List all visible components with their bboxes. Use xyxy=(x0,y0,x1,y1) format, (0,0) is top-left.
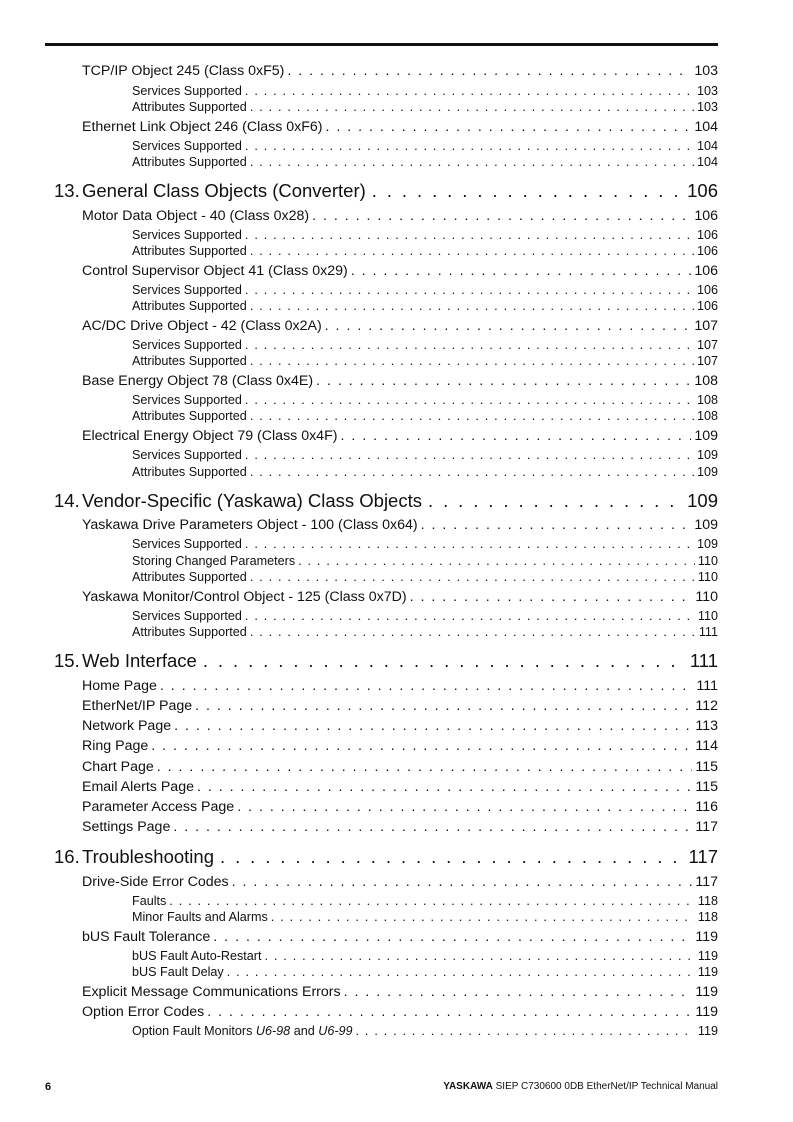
toc-subentry-page: 103 xyxy=(696,84,718,98)
toc-entry-title: Yaskawa Monitor/Control Object - 125 (Class 0x7D) xyxy=(82,589,407,605)
toc-subentry-title: Faults xyxy=(132,894,167,908)
toc-subentry-title: Services Supported xyxy=(132,228,242,242)
toc-entry-chart-page[interactable] xyxy=(82,758,718,776)
toc-subentry-attributes[interactable] xyxy=(132,353,718,369)
toc-entry-page: 107 xyxy=(694,318,718,334)
toc-subentry-page: 109 xyxy=(696,448,718,462)
toc-subentry-title: Services Supported xyxy=(132,283,242,297)
toc-subentry-page: 103 xyxy=(696,100,718,114)
toc-subentry-attributes[interactable] xyxy=(132,624,718,640)
toc-entry-electrical-energy-object[interactable] xyxy=(82,427,718,445)
dot-leader xyxy=(316,372,691,390)
toc-subentry-services[interactable] xyxy=(132,447,718,463)
toc-entry-acdc-drive-object[interactable] xyxy=(82,317,718,335)
toc-entry-title: Control Supervisor Object 41 (Class 0x29) xyxy=(82,263,348,279)
dot-leader xyxy=(160,677,694,695)
toc-subentry-title: Services Supported xyxy=(132,448,242,462)
toc-subentry-page: 109 xyxy=(696,465,718,479)
toc-entry-title: Explicit Message Communications Errors xyxy=(82,984,341,1000)
section-number: 14. xyxy=(54,490,80,511)
dot-leader xyxy=(250,99,694,115)
toc-section-heading xyxy=(54,179,366,203)
dot-leader xyxy=(245,392,694,408)
toc-entry-page: 119 xyxy=(695,1004,718,1020)
toc-subentry-page: 104 xyxy=(696,139,718,153)
dot-leader xyxy=(195,697,692,715)
dot-leader xyxy=(250,243,694,259)
toc-entry-title: Email Alerts Page xyxy=(82,779,194,795)
toc-subentry-title: Attributes Supported xyxy=(132,244,247,258)
toc-subentry-page: 110 xyxy=(697,609,718,623)
section-page: 106 xyxy=(687,180,718,201)
toc-subentry-title: bUS Fault Delay xyxy=(132,965,224,979)
toc-subentry-title: Services Supported xyxy=(132,609,242,623)
toc-subentry-title: Attributes Supported xyxy=(132,570,247,584)
dot-leader xyxy=(326,118,692,136)
dot-leader xyxy=(220,845,683,869)
toc-entry-title: Electrical Energy Object 79 (Class 0x4F) xyxy=(82,428,338,444)
toc-entry-page: 119 xyxy=(695,929,718,945)
toc-entry-title: Network Page xyxy=(82,718,172,734)
toc-subentry-bus-fault-auto-restart[interactable] xyxy=(132,948,718,964)
toc-entry-ethernetip-page[interactable] xyxy=(82,697,718,715)
toc-subentry-page: 111 xyxy=(698,625,718,639)
toc-subentry-title: Attributes Supported xyxy=(132,409,247,423)
toc-subentry-title: Attributes Supported xyxy=(132,625,247,639)
dot-leader xyxy=(271,909,695,925)
toc-subentry-title: Minor Faults and Alarms xyxy=(132,910,268,924)
monitor-code: U6-98 xyxy=(255,1024,291,1038)
toc-section-14[interactable] xyxy=(54,489,718,513)
toc-subentry-title: Attributes Supported xyxy=(132,100,247,114)
toc-entry-page: 119 xyxy=(695,984,718,1000)
dot-leader xyxy=(410,588,693,606)
toc-entry-base-energy-object[interactable] xyxy=(82,372,718,390)
dot-leader xyxy=(245,227,694,243)
toc-subentry-services[interactable] xyxy=(132,282,718,298)
toc-subentry-page: 108 xyxy=(696,409,718,423)
toc-subentry-page: 104 xyxy=(696,155,718,169)
toc-subentry-page: 109 xyxy=(696,537,718,551)
toc-entry-home-page[interactable] xyxy=(82,677,718,695)
dot-leader xyxy=(237,798,692,816)
dot-leader xyxy=(169,893,695,909)
toc-entry-page: 103 xyxy=(694,63,718,79)
toc-subentry-page: 119 xyxy=(697,949,718,963)
dot-leader xyxy=(351,262,692,280)
dot-leader xyxy=(250,154,694,170)
toc-subentry-title: Services Supported xyxy=(132,338,242,352)
toc-entry-page: 117 xyxy=(695,874,718,890)
toc-entry-page: 115 xyxy=(695,759,718,775)
section-number: 16. xyxy=(54,846,80,867)
dot-leader xyxy=(245,138,694,154)
section-title: General Class Objects (Converter) xyxy=(82,180,366,201)
toc-entry-title: Base Energy Object 78 (Class 0x4E) xyxy=(82,373,314,389)
toc-subentry-page: 107 xyxy=(696,354,718,368)
toc-subentry-services[interactable] xyxy=(132,83,718,99)
toc-entry-page: 114 xyxy=(695,738,718,754)
toc-entry-option-error-codes[interactable] xyxy=(82,1003,718,1021)
toc-entry-settings-page[interactable] xyxy=(82,818,718,836)
toc-section-15[interactable] xyxy=(54,649,718,673)
toc-subentry-title: Attributes Supported xyxy=(132,465,247,479)
toc-subentry-page: 106 xyxy=(696,228,718,242)
toc-subentry-title: Attributes Supported xyxy=(132,354,247,368)
dot-leader xyxy=(207,1003,692,1021)
toc-subentry-title: Storing Changed Parameters xyxy=(132,554,296,568)
toc-entry-title: Chart Page xyxy=(82,759,154,775)
toc-subentry-attributes[interactable] xyxy=(132,99,718,115)
dot-leader xyxy=(372,179,681,203)
toc-subentry-storing-changed-parameters[interactable] xyxy=(132,553,718,569)
toc-subentry-title xyxy=(132,1023,353,1039)
toc-subentry-services[interactable] xyxy=(132,392,718,408)
header-rule xyxy=(45,43,718,46)
dot-leader xyxy=(344,983,693,1001)
toc-entry-monitor-control-object[interactable] xyxy=(82,588,718,606)
section-title: Web Interface xyxy=(82,650,197,671)
footer-page-number: 6 xyxy=(45,1081,52,1093)
toc-entry-bus-fault-tolerance[interactable] xyxy=(82,928,718,946)
toc-entry-page: 108 xyxy=(694,373,718,389)
section-page: 117 xyxy=(688,846,718,867)
toc-subentry-page: 107 xyxy=(696,338,718,352)
toc-subentry-title: Services Supported xyxy=(132,139,242,153)
toc-entry-title: bUS Fault Tolerance xyxy=(82,929,211,945)
toc-subentry-page: 118 xyxy=(697,910,718,924)
toc-subentry-page: 110 xyxy=(697,554,718,568)
toc-entry-title: Motor Data Object - 40 (Class 0x28) xyxy=(82,208,310,224)
toc-entry-page: 111 xyxy=(696,678,718,694)
toc-section-heading xyxy=(54,649,197,673)
toc-section-13[interactable] xyxy=(54,179,718,203)
dot-leader xyxy=(312,207,691,225)
toc-entry-page: 112 xyxy=(695,698,718,714)
toc-subentry-attributes[interactable] xyxy=(132,408,718,424)
dot-leader xyxy=(287,62,691,80)
dot-leader xyxy=(157,758,693,776)
dot-leader xyxy=(421,516,692,534)
monitors-conjunction: and xyxy=(290,1024,319,1038)
toc-subentry-attributes[interactable] xyxy=(132,298,718,314)
toc-subentry-option-fault-monitors[interactable] xyxy=(132,1023,718,1039)
toc-entry-title: Ethernet Link Object 246 (Class 0xF6) xyxy=(82,119,323,135)
toc-subentry-page: 119 xyxy=(697,965,718,979)
toc-entry-title: Option Error Codes xyxy=(82,1004,205,1020)
toc-subentry-page: 119 xyxy=(697,1024,718,1038)
toc-entry-page: 117 xyxy=(695,819,718,835)
toc-entry-title: Ring Page xyxy=(82,738,149,754)
toc-subentry-services[interactable] xyxy=(132,337,718,353)
footer-brand: YASKAWA xyxy=(443,1081,493,1092)
toc-subentry-page: 106 xyxy=(696,244,718,258)
dot-leader xyxy=(356,1023,695,1039)
toc-entry-ring-page[interactable] xyxy=(82,737,718,755)
toc-subentry-title: bUS Fault Auto-Restart xyxy=(132,949,262,963)
dot-leader xyxy=(174,717,692,735)
dot-leader xyxy=(250,569,695,585)
toc-entry-page: 109 xyxy=(694,428,718,444)
toc-subentry-page: 110 xyxy=(697,570,718,584)
dot-leader xyxy=(213,928,692,946)
dot-leader xyxy=(173,818,692,836)
toc-entry-title: TCP/IP Object 245 (Class 0xF5) xyxy=(82,63,285,79)
toc-entry-drive-side-error-codes[interactable] xyxy=(82,873,718,891)
toc-subentry-services[interactable] xyxy=(132,608,718,624)
dot-leader xyxy=(245,337,694,353)
dot-leader xyxy=(250,408,694,424)
toc-subentry-title: Services Supported xyxy=(132,84,242,98)
toc-entry-page: 113 xyxy=(695,718,718,734)
toc-entry-title: Yaskawa Drive Parameters Object - 100 (Class 0x64) xyxy=(82,517,418,533)
toc-entry-title: Parameter Access Page xyxy=(82,799,235,815)
toc-subentry-page: 108 xyxy=(696,393,718,407)
toc-subentry-title: Attributes Supported xyxy=(132,299,247,313)
section-number: 15. xyxy=(54,650,80,671)
toc-entry-explicit-message-errors[interactable] xyxy=(82,983,718,1001)
toc-entry-title: AC/DC Drive Object - 42 (Class 0x2A) xyxy=(82,318,322,334)
dot-leader xyxy=(197,778,692,796)
toc-subentry-services[interactable] xyxy=(132,536,718,552)
dot-leader xyxy=(250,464,694,480)
dot-leader xyxy=(298,553,695,569)
toc-subentry-page: 106 xyxy=(696,283,718,297)
dot-leader xyxy=(245,83,694,99)
toc-entry-page: 115 xyxy=(695,779,718,795)
toc-section-heading xyxy=(54,489,422,513)
section-title: Vendor-Specific (Yaskawa) Class Objects xyxy=(82,490,422,511)
footer-doc-title: SIEP C730600 0DB EtherNet/IP Technical Manual xyxy=(495,1081,718,1092)
footer-document-title xyxy=(443,1081,718,1092)
dot-leader xyxy=(232,873,693,891)
dot-leader xyxy=(250,624,696,640)
toc-subentry-minor-faults[interactable] xyxy=(132,909,718,925)
dot-leader xyxy=(250,298,694,314)
toc-subentry-faults[interactable] xyxy=(132,893,718,909)
toc-entry-page: 106 xyxy=(694,208,718,224)
dot-leader xyxy=(245,282,694,298)
dot-leader xyxy=(245,447,694,463)
monitor-code: U6-99 xyxy=(318,1024,353,1038)
dot-leader xyxy=(428,489,681,513)
toc-entry-page: 104 xyxy=(694,119,718,135)
toc-entry-title: Settings Page xyxy=(82,819,171,835)
dot-leader xyxy=(227,964,695,980)
toc-entry-ethernet-link-object[interactable] xyxy=(82,118,718,136)
toc-entry-parameter-access-page[interactable] xyxy=(82,798,718,816)
toc-section-16[interactable] xyxy=(54,845,718,869)
toc-entry-title: EtherNet/IP Page xyxy=(82,698,193,714)
section-page: 111 xyxy=(689,650,718,671)
toc-subentry-services[interactable] xyxy=(132,138,718,154)
toc-section-heading xyxy=(54,845,214,869)
toc-subentry-title: Attributes Supported xyxy=(132,155,247,169)
toc-entry-email-alerts-page[interactable] xyxy=(82,778,718,796)
toc-subentry-attributes[interactable] xyxy=(132,154,718,170)
toc-entry-title: Drive-Side Error Codes xyxy=(82,874,229,890)
toc-subentry-page: 106 xyxy=(696,299,718,313)
toc-entry-title: Home Page xyxy=(82,678,157,694)
toc-subentry-attributes[interactable] xyxy=(132,243,718,259)
toc-entry-page: 116 xyxy=(695,799,718,815)
dot-leader xyxy=(203,649,684,673)
section-page: 109 xyxy=(687,490,718,511)
dot-leader xyxy=(340,427,691,445)
toc-entry-page: 110 xyxy=(695,589,718,605)
toc-subentry-page: 118 xyxy=(697,894,718,908)
dot-leader xyxy=(245,536,694,552)
dot-leader xyxy=(245,608,695,624)
toc-subentry-title: Services Supported xyxy=(132,537,242,551)
dot-leader xyxy=(325,317,692,335)
toc-entry-network-page[interactable] xyxy=(82,717,718,735)
dot-leader xyxy=(250,353,694,369)
section-title: Troubleshooting xyxy=(82,846,214,867)
toc-entry-tcpip-object[interactable] xyxy=(82,62,718,80)
toc-subentry-title: Services Supported xyxy=(132,393,242,407)
toc-subentry-attributes[interactable] xyxy=(132,569,718,585)
toc-entry-page: 106 xyxy=(694,263,718,279)
toc-entry-drive-parameters-object[interactable] xyxy=(82,516,718,534)
dot-leader xyxy=(151,737,692,755)
toc-subentry-services[interactable] xyxy=(132,227,718,243)
section-number: 13. xyxy=(54,180,80,201)
toc-entry-control-supervisor-object[interactable] xyxy=(82,262,718,280)
toc-subentry-bus-fault-delay[interactable] xyxy=(132,964,718,980)
dot-leader xyxy=(265,948,695,964)
toc-subentry-attributes[interactable] xyxy=(132,464,718,480)
monitors-prefix: Option Fault Monitors xyxy=(132,1024,256,1038)
toc-entry-page: 109 xyxy=(694,517,718,533)
toc-entry-motor-data-object[interactable] xyxy=(82,207,718,225)
